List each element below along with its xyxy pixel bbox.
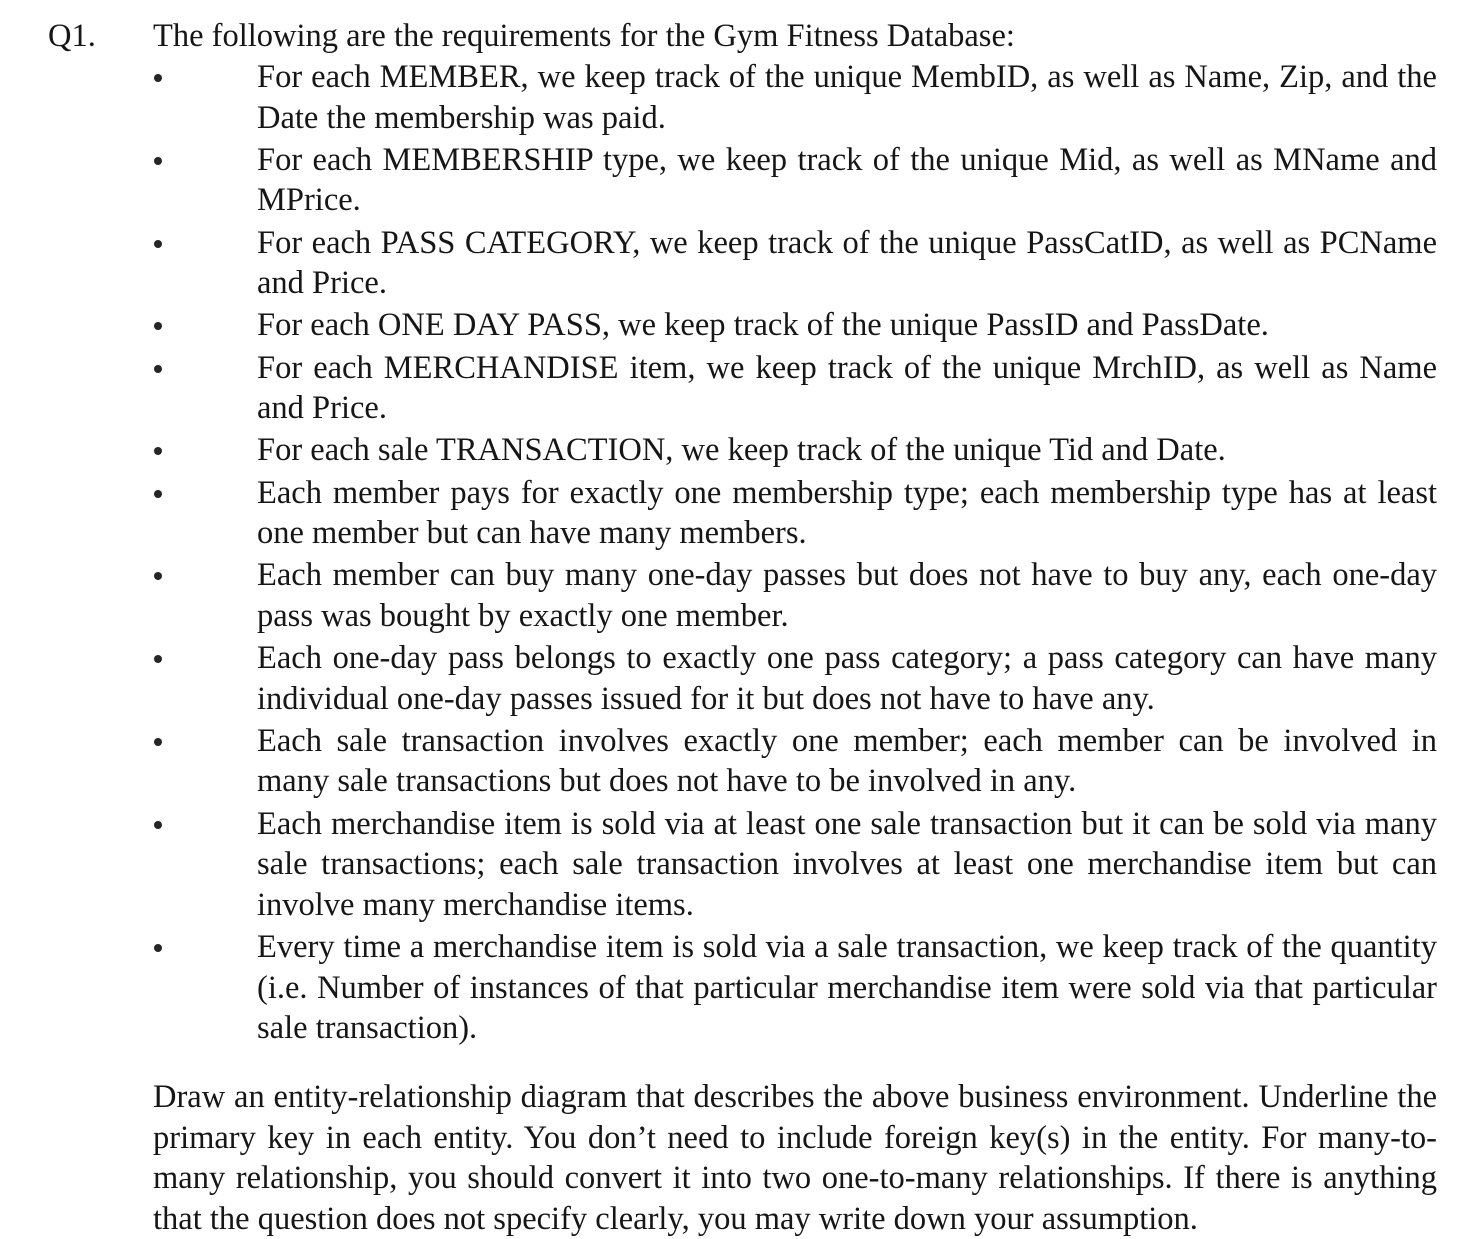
requirement-text: Each merchandise item is sold via at least one sale transaction but it can be sold via many sale transactions; each sale transaction involves at least one merchandise item but can involve many merchandise items. [257,805,1437,923]
bullet-icon [154,572,162,580]
requirement-item [0,638,1478,719]
bullet-icon [154,157,162,165]
requirement-text: Each member pays for exactly one membership type; each membership type has at least one member but can have many members. [257,474,1437,552]
requirement-text: For each ONE DAY PASS, we keep track of the unique PassID and PassDate. [257,307,1269,344]
requirement-item [0,305,1478,346]
requirement-item [0,473,1478,554]
bullet-icon [154,74,162,82]
requirement-text: Every time a merchandise item is sold via a sale transaction, we keep track of the quantity (i.e. Number of instances of that particular merchandise item were sold via that particular sale transaction). [257,929,1437,1047]
requirement-item [0,140,1478,221]
instructions-paragraph: Draw an entity-relationship diagram that describes the above business environment. Underline the primary key in each entity. You don’t need to include foreign key(s) in the entity. For many-to-many relationship, you should convert it into two one-to-many relationships. If there is anything that the question does not specify clearly, you may write down your assumption. [153,1079,1437,1237]
requirement-text: For each PASS CATEGORY, we keep track of the unique PassCatID, as well as PCName and Price. [257,224,1437,302]
bullet-icon [154,490,162,498]
requirement-item [0,721,1478,802]
requirement-text: For each sale TRANSACTION, we keep track of the unique Tid and Date. [257,432,1226,469]
bullet-icon [154,821,162,829]
bullet-icon [154,240,162,248]
requirement-item [0,348,1478,429]
question-number: Q1. [48,18,96,54]
requirement-text: Each sale transaction involves exactly one member; each member can be involved in many sale transactions but does not have to be involved in any. [257,722,1437,800]
requirement-item [0,57,1478,138]
bullet-icon [154,322,162,330]
requirement-text: Each member can buy many one-day passes but does not have to buy any, each one-day pass was bought by exactly one member. [257,557,1437,634]
requirements-list [0,57,1478,1050]
requirement-text: For each MERCHANDISE item, we keep track of the unique MrchID, as well as Name and Price. [257,349,1437,427]
requirement-item [0,555,1478,636]
bullet-icon [154,944,162,952]
bullet-icon [154,447,162,455]
requirement-text: Each one-day pass belongs to exactly one pass category; a pass category can have many individual one-day passes issued for it but does not have to have any. [257,640,1437,717]
requirement-text: For each MEMBERSHIP type, we keep track of the unique Mid, as well as MName and MPrice. [257,141,1437,219]
requirement-item [0,804,1478,926]
bullet-icon [154,738,162,746]
requirement-item [0,223,1478,304]
requirement-item [0,927,1478,1049]
bullet-icon [154,655,162,663]
requirement-item [0,430,1478,471]
requirement-text: For each MEMBER, we keep track of the unique MembID, as well as Name, Zip, and the Date the membership was paid. [257,59,1437,136]
question-intro: The following are the requirements for the Gym Fitness Database: [153,18,1015,54]
bullet-icon [154,365,162,373]
